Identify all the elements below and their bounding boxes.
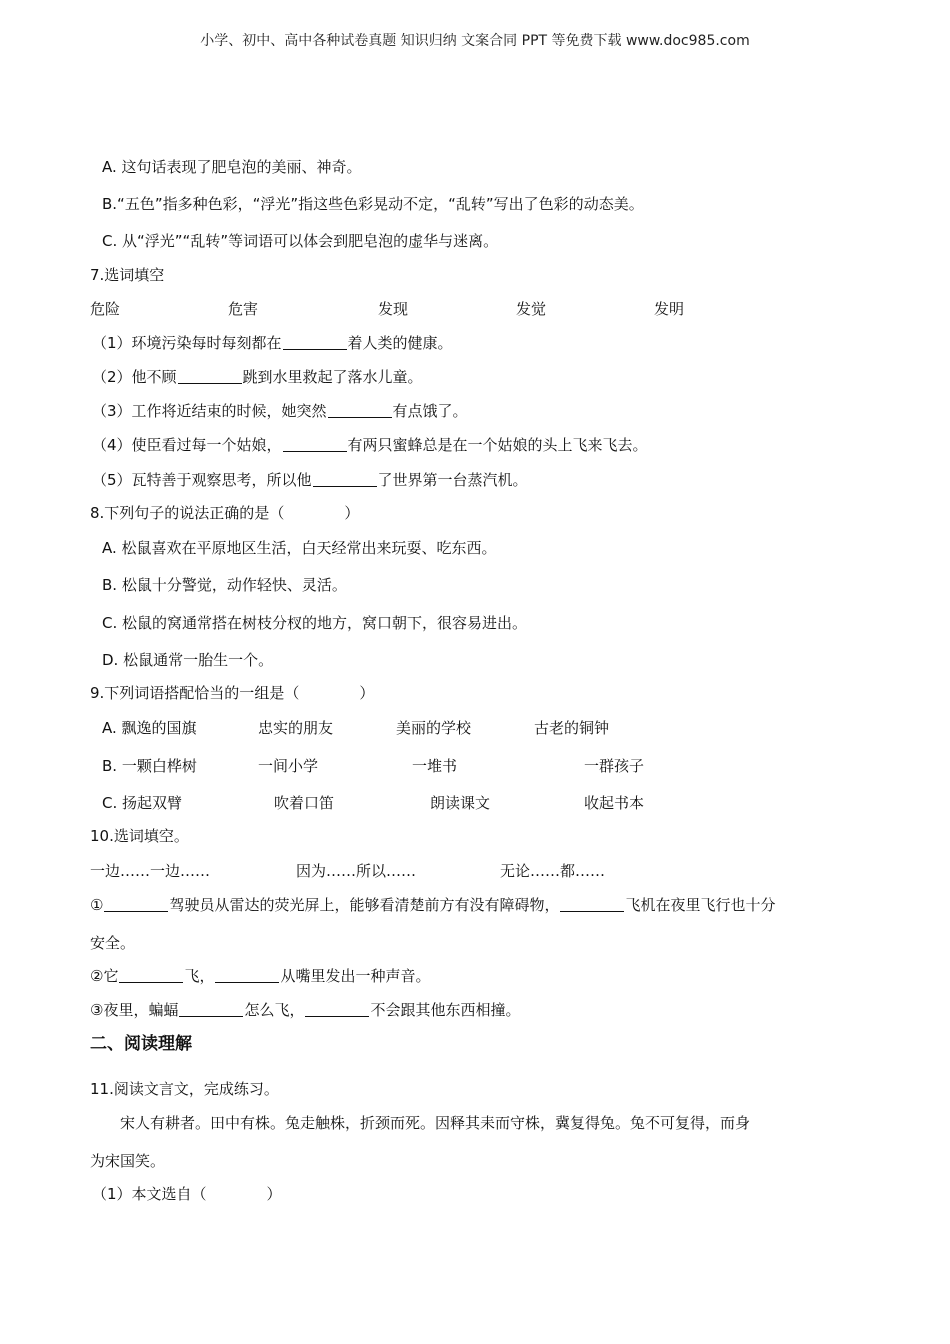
q7-item-5: （5）瓦特善于观察思考，所以他 了世界第一台蒸汽机。 xyxy=(92,471,528,489)
q8-option-c: C. 松鼠的窝通常搭在树枝分杈的地方，窝口朝下，很容易进出。 xyxy=(102,614,528,632)
q6-option-a: A. 这句话表现了肥皂泡的美丽、神奇。 xyxy=(102,158,362,176)
q11-title: 11.阅读文言文，完成练习。 xyxy=(90,1080,279,1098)
q8-option-a: A. 松鼠喜欢在平原地区生活，白天经常出来玩耍、吃东西。 xyxy=(102,539,497,557)
q7-word: 危险 xyxy=(90,300,121,318)
q10-item-1: ① 驾驶员从雷达的荧光屏上，能够看清楚前方有没有障碍物， 飞机在夜里飞行也十分 xyxy=(90,896,776,914)
q10-title: 10.选词填空。 xyxy=(90,827,189,845)
answer-blank[interactable] xyxy=(305,1001,369,1017)
q7-item-2: （2）他不顾 跳到水里救起了落水儿童。 xyxy=(92,368,423,386)
answer-blank[interactable] xyxy=(313,471,377,487)
q7-item-3: （3）工作将近结束的时候，她突然 有点饿了。 xyxy=(92,402,468,420)
section-heading: 二、阅读理解 xyxy=(90,1034,192,1054)
q7-word: 危害 xyxy=(228,300,259,318)
q7-word: 发觉 xyxy=(516,300,547,318)
q10-word: 一边……一边…… xyxy=(90,862,211,880)
answer-blank[interactable] xyxy=(328,402,392,418)
answer-blank[interactable] xyxy=(215,967,279,983)
q10-item-2: ②它 飞， 从嘴里发出一种声音。 xyxy=(90,967,431,985)
q11-passage-line-1: 宋人有耕者。田中有株。兔走触株，折颈而死。因释其耒而守株，冀复得兔。兔不可复得，而身 xyxy=(120,1114,751,1132)
q8-title: 8.下列句子的说法正确的是（ ） xyxy=(90,504,360,522)
q8-option-d: D. 松鼠通常一胎生一个。 xyxy=(102,651,274,669)
q8-option-b: B. 松鼠十分警觉，动作轻快、灵活。 xyxy=(102,576,347,594)
q10-item-1-cont: 安全。 xyxy=(90,934,136,952)
q10-word: 无论……都…… xyxy=(500,862,606,880)
q11-passage-line-2: 为宋国笑。 xyxy=(90,1152,166,1170)
q6-option-c: C. 从“浮光”“乱转”等词语可以体会到肥皂泡的虚华与迷离。 xyxy=(102,232,499,250)
q7-item-4: （4）使臣看过每一个姑娘， 有两只蜜蜂总是在一个姑娘的头上飞来飞去。 xyxy=(92,436,648,454)
page-header: 小学、初中、高中各种试卷真题 知识归纳 文案合同 PPT 等免费下载 www.doc985.com xyxy=(200,33,750,49)
answer-blank[interactable] xyxy=(283,334,347,350)
answer-blank[interactable] xyxy=(119,967,183,983)
answer-blank[interactable] xyxy=(560,896,624,912)
q10-item-3: ③夜里，蝙蝠 怎么飞， 不会跟其他东西相撞。 xyxy=(90,1001,521,1019)
answer-blank[interactable] xyxy=(179,1001,243,1017)
q9-title: 9.下列词语搭配恰当的一组是（ ） xyxy=(90,684,375,702)
q7-title: 7.选词填空 xyxy=(90,266,165,284)
q6-option-b: B.“五色”指多种色彩，“浮光”指这些色彩晃动不定，“乱转”写出了色彩的动态美。 xyxy=(102,195,644,213)
q7-word: 发明 xyxy=(654,300,685,318)
answer-blank[interactable] xyxy=(283,436,347,452)
q10-word: 因为……所以…… xyxy=(296,862,417,880)
answer-blank[interactable] xyxy=(104,896,168,912)
q11-sub-1: （1）本文选自（ ） xyxy=(92,1185,282,1203)
q7-item-1: （1）环境污染每时每刻都在 着人类的健康。 xyxy=(92,334,453,352)
document-page: 小学、初中、高中各种试卷真题 知识归纳 文案合同 PPT 等免费下载 www.doc985.com A. 这句话表现了肥皂泡的美丽、神奇。 B.“五色”指多种色彩，“浮光”指这些色彩晃动不定，“乱转”写出了色彩的动态美。 C. 从“浮光”“乱转”等词语可以体会到肥皂泡的虚华与迷离。 7.选词填空 危险 危害 发现 发觉 发明 （1）环境污染每时每刻都在 着人类的健康。 （2）他不顾 跳到水里救起了落水儿童。 （3）工作将近结束的时候，她突然 有点饿了。 （4）使臣看过每一个姑娘， 有两只蜜蜂总是在一个姑娘的头上飞来飞去。 （5）瓦特善于观察思考，所以他 了世界第一台蒸汽机。 8.下列句子的说法正确的是（ ） A. 松鼠喜欢在平原地区生活，白天经常出来玩耍、吃东西。 B. 松鼠十分警觉，动作轻快、灵活。 C. 松鼠的窝通常搭在树枝分杈的地方，窝口朝下，很容易进出。 D. 松鼠通常一胎生一个。 9.下列词语搭配恰当的一组是（ ） A. 飘逸的国旗 忠实的朋友 美丽的学校 古老的铜钟 B. 一颗白桦树 一间小学 一堆书 一群孩子 C. 扬起双臂 吹着口笛 朗读课文 收起书本 10.选词填空。 一边……一边…… 因为……所以…… 无论……都…… ① 驾驶员从雷达的荧光屏上，能够看清楚前方有没有障碍物， 飞机在夜里飞行也十分 安全。 ②它 飞， 从嘴里发出一种声音。 ③夜里，蝙蝠 怎么飞， 不会跟其他东西相撞。 二、阅读理解 11.阅读文言文，完成练习。 宋人有耕者。田中有株。兔走触株，折颈而死。因释其耒而守株，冀复得兔。兔不可复得，而身 为宋国笑。 （1）本文选自（ ） xyxy=(0,0,950,1344)
q7-word: 发现 xyxy=(378,300,409,318)
answer-blank[interactable] xyxy=(178,368,242,384)
